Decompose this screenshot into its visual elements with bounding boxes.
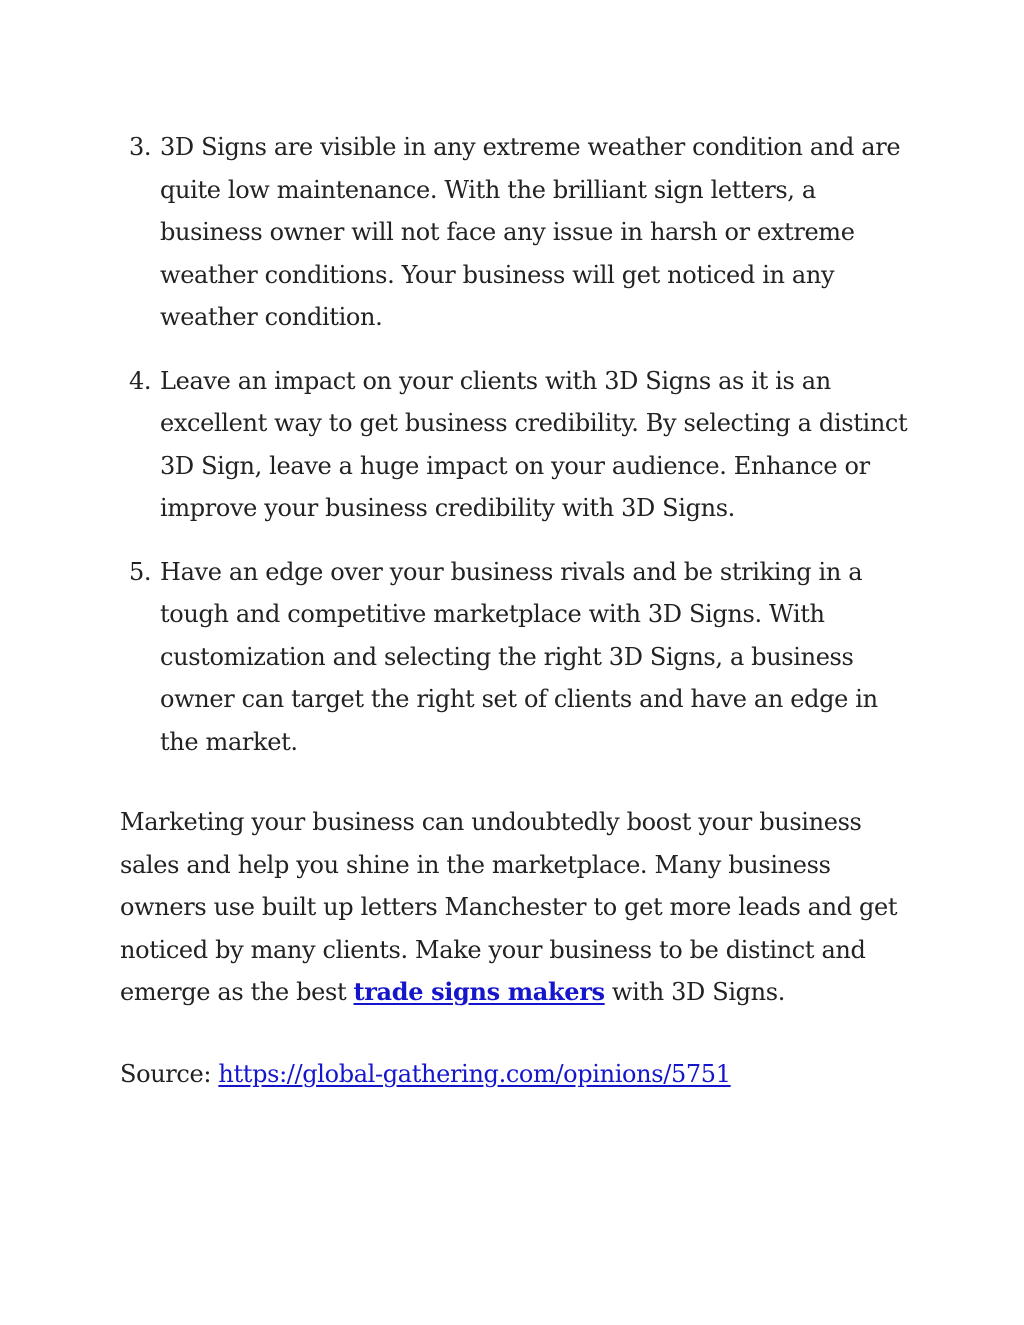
list-item [120, 360, 910, 530]
list-item [120, 126, 910, 339]
trade-signs-makers-link[interactable]: trade signs makers [353, 977, 605, 1006]
benefits-list [120, 126, 910, 784]
list-item-text: Leave an impact on your clients with 3D Signs as it is an excellent way to get business credibility. By selecting a distinct 3D Sign, leave a huge impact on your audience. Enhance or improve your business credibility with 3D Signs. [160, 366, 908, 522]
list-item-text: Have an edge over your business rivals and be striking in a tough and competitive marketplace with 3D Signs. With customization and selecting the right 3D Signs, a business owner can target the right set of clients and have an edge in the market. [160, 557, 878, 756]
closing-paragraph-text: Marketing your business can undoubtedly boost your business sales and help you shine in the marketplace. Many business owners use built up letters Manchester to get more leads and get noticed by many clients. Make your business to be distinct and emerge as the best [120, 808, 898, 1006]
list-item-number: 4. [129, 366, 152, 395]
source-line [120, 1053, 920, 1096]
list-item-number: 3. [129, 133, 152, 161]
list-item-number: 5. [129, 557, 152, 586]
closing-paragraph-tail: with 3D Signs. [604, 978, 786, 1006]
list-item-text: 3D Signs are visible in any extreme weather condition and are quite low maintenance. With the brilliant sign letters, a business owner will not face any issue in harsh or extreme weather conditions. Your business will get noticed in any weather condition. [160, 133, 901, 331]
closing-paragraph [120, 801, 920, 1014]
source-url-link[interactable]: https://global-gathering.com/opinions/5751 [218, 1060, 731, 1088]
list-item [120, 551, 910, 764]
source-label: Source: [120, 1060, 219, 1088]
